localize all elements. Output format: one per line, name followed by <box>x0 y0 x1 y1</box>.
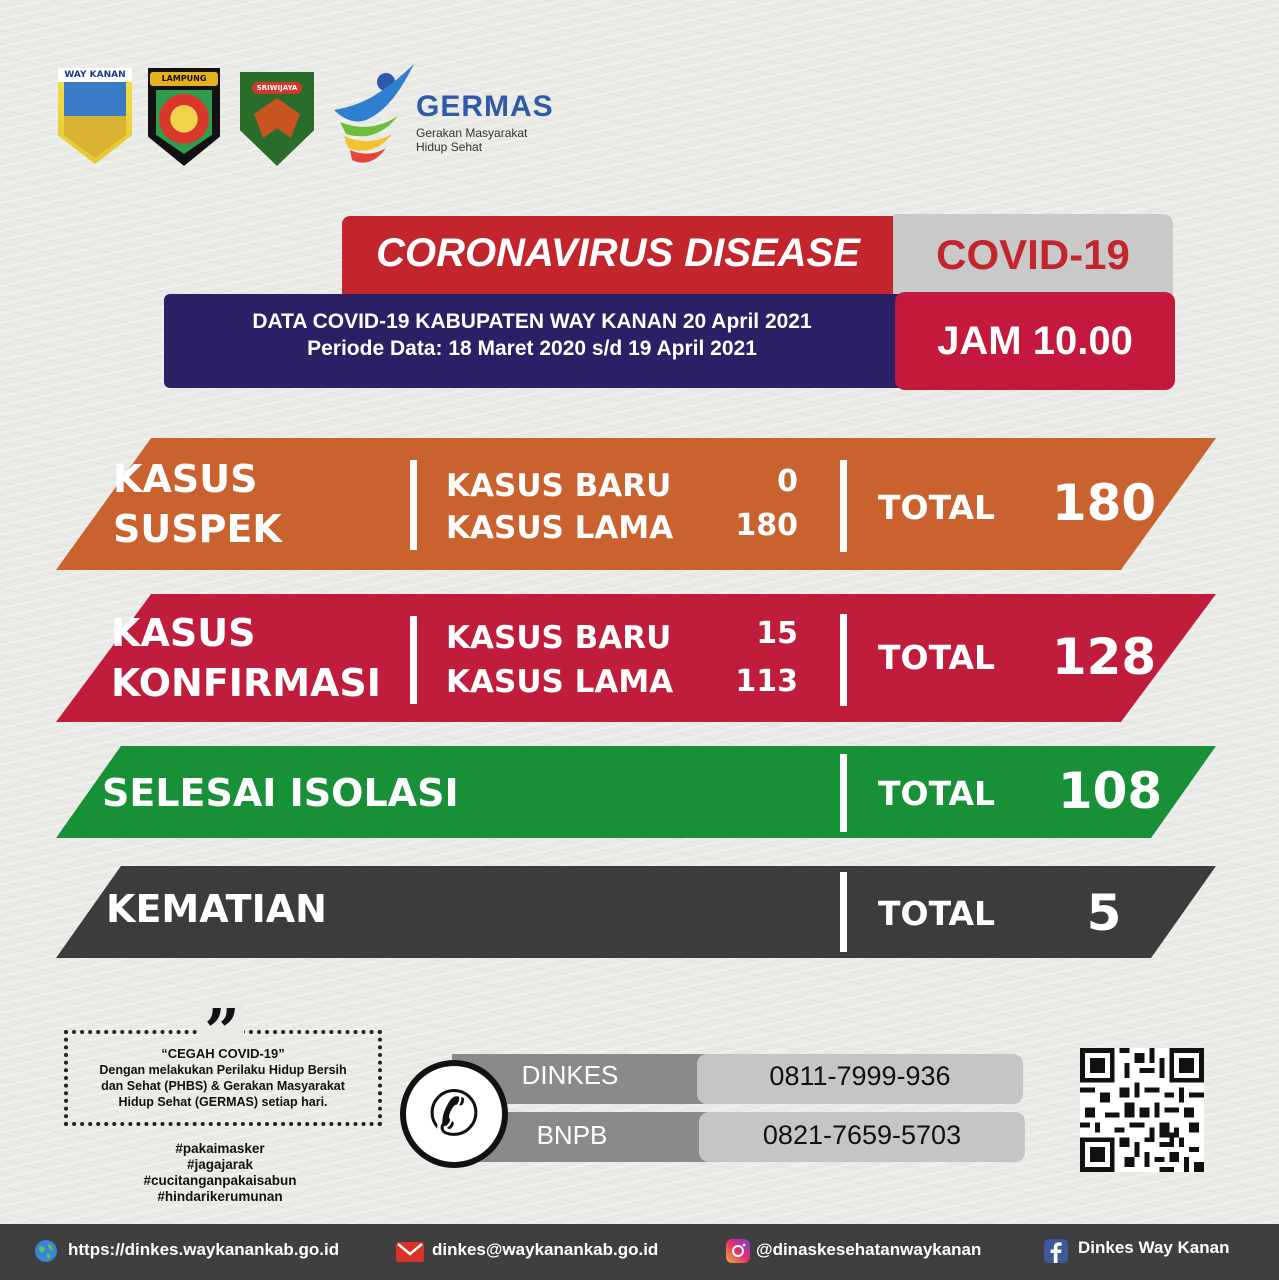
time-label: JAM 10.00 <box>937 319 1133 363</box>
bnpb-label: BNPB <box>536 1120 608 1150</box>
germas-figure-icon <box>326 60 418 170</box>
dinkes-label: DINKES <box>521 1060 619 1090</box>
data-period-line: Periode Data: 18 Maret 2020 s/d 19 April 2021 <box>307 337 757 360</box>
germas-subtitle-line-1: Gerakan Masyarakat <box>416 126 528 140</box>
quote-title: “CEGAH COVID-19” <box>161 1046 285 1061</box>
kematian-band <box>56 866 1216 958</box>
konfirmasi-baru-value: 15 <box>756 616 798 651</box>
bnpb-phone-number[interactable]: 0821-7659-5703 <box>762 1120 962 1150</box>
way-kanan-logo <box>58 68 132 164</box>
germas-title: GERMAS <box>416 90 554 123</box>
suspek-lama-value: 180 <box>735 508 798 543</box>
konfirmasi-total-value: 128 <box>1051 628 1157 686</box>
suspek-title-line-2: SUSPEK <box>113 507 282 551</box>
instagram-handle[interactable]: @dinaskesehatanwaykanan <box>756 1240 982 1259</box>
konfirmasi-lama-value: 113 <box>735 664 798 699</box>
konfirmasi-total-label: TOTAL <box>878 638 996 677</box>
mail-icon <box>396 1242 424 1262</box>
selesai-isolasi-title: SELESAI ISOLASI <box>102 771 459 815</box>
quote-line-2: Dengan melakukan Perilaku Hidup Bersih <box>99 1063 347 1077</box>
suspek-title <box>113 454 282 554</box>
facebook-icon <box>1044 1239 1068 1263</box>
germas-logo <box>326 60 566 170</box>
suspek-divider-1 <box>410 460 417 550</box>
suspek-title-line-1: KASUS <box>113 457 258 501</box>
website-link[interactable]: https://dinkes.waykanankab.go.id <box>68 1240 340 1259</box>
hashtag-hindarikerumunan: #hindarikerumunan <box>157 1189 283 1204</box>
konfirmasi-baru-label: KASUS BARU <box>446 620 672 656</box>
suspek-baru-label: KASUS BARU <box>446 468 672 504</box>
selesai-isolasi-divider <box>840 754 847 832</box>
kematian-total-label: TOTAL <box>878 894 996 933</box>
lampung-logo-label: LAMPUNG <box>150 72 218 86</box>
suspek-band <box>56 438 1216 570</box>
kematian-total-value: 5 <box>1086 884 1122 942</box>
suspek-baru-value: 0 <box>777 464 798 499</box>
selesai-isolasi-band <box>56 746 1216 838</box>
konfirmasi-divider-2 <box>840 614 847 706</box>
sriwijaya-logo <box>240 72 314 166</box>
suspek-lama-label: KASUS LAMA <box>446 510 674 546</box>
suspek-divider-2 <box>840 460 847 552</box>
quote-mark-icon: ” <box>200 1002 244 1042</box>
konfirmasi-title <box>111 608 381 708</box>
hashtag-pakaimasker: #pakaimasker <box>175 1141 265 1156</box>
konfirmasi-title-line-2: KONFIRMASI <box>111 661 381 705</box>
way-kanan-logo-label: WAY KANAN <box>58 68 132 82</box>
data-date-line: DATA COVID-19 KABUPATEN WAY KANAN 20 April 2021 <box>252 310 812 333</box>
page-title: CORONAVIRUS DISEASE <box>376 231 860 275</box>
suspek-total-value: 180 <box>1051 474 1157 532</box>
konfirmasi-lama-label: KASUS LAMA <box>446 664 674 700</box>
covid-label: COVID-19 <box>936 231 1130 278</box>
facebook-page[interactable]: Dinkes Way Kanan <box>1078 1238 1230 1257</box>
germas-subtitle-line-2: Hidup Sehat <box>416 140 483 154</box>
konfirmasi-divider-1 <box>410 616 417 704</box>
kematian-title: KEMATIAN <box>106 887 327 931</box>
suspek-total-label: TOTAL <box>878 488 996 527</box>
qr-code-icon[interactable] <box>1080 1048 1204 1172</box>
kematian-divider <box>840 872 847 952</box>
konfirmasi-band <box>56 594 1216 722</box>
quote-line-4: Hidup Sehat (GERMAS) setiap hari. <box>118 1095 328 1109</box>
hashtag-cucitangan: #cucitanganpakaisabun <box>143 1173 297 1188</box>
instagram-icon <box>726 1239 750 1263</box>
sriwijaya-logo-label: SRIWIJAYA <box>252 82 302 94</box>
hashtag-jagajarak: #jagajarak <box>186 1157 254 1172</box>
selesai-isolasi-total-label: TOTAL <box>878 774 996 813</box>
phone-icon: ✆ <box>428 1077 480 1150</box>
email-link[interactable]: dinkes@waykanankab.go.id <box>432 1240 659 1259</box>
konfirmasi-title-line-1: KASUS <box>111 611 256 655</box>
lampung-police-logo <box>148 68 220 166</box>
globe-icon <box>34 1239 58 1263</box>
selesai-isolasi-total-value: 108 <box>1057 762 1163 820</box>
quote-line-3: dan Sehat (PHBS) & Gerakan Masyarakat <box>101 1079 345 1093</box>
germas-subtitle <box>416 126 527 154</box>
dinkes-phone-number[interactable]: 0811-7999-936 <box>769 1061 951 1091</box>
